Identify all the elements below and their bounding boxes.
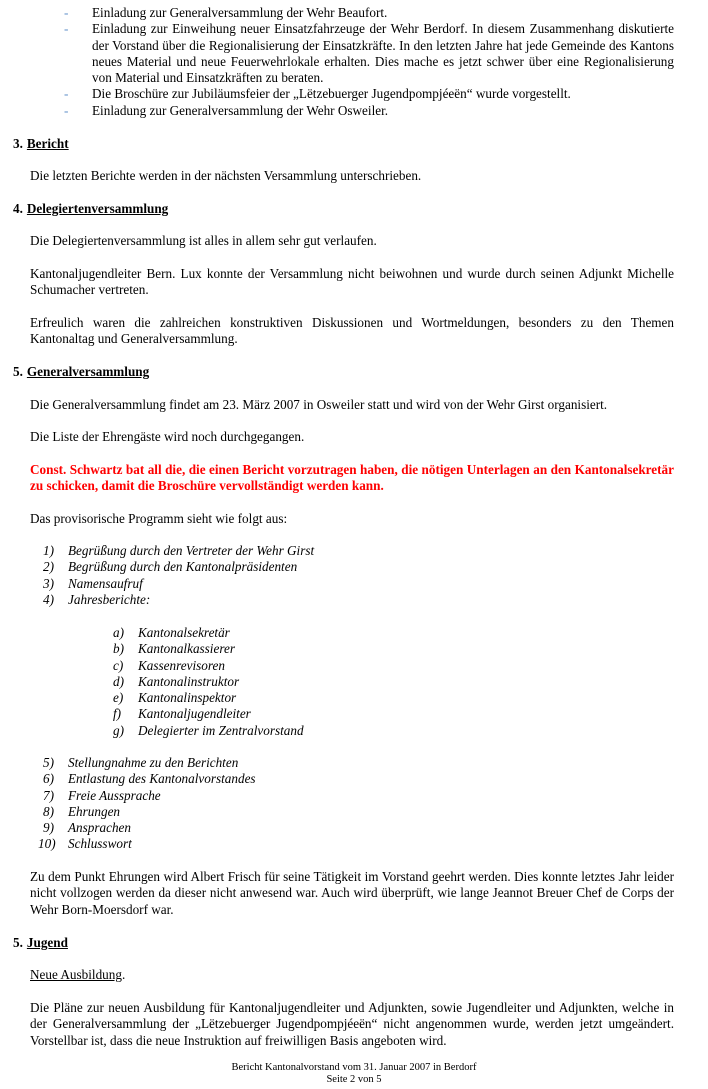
highlighted-notice: Const. Schwartz bat all die, die einen Bericht vorzutragen haben, die nötigen Unterlagen an den Kantonalsekretär zu schicken, damit die Broschüre vervollständigt werden kann. (30, 462, 674, 494)
list-item: 10) Schlusswort (38, 836, 132, 852)
paragraph: Das provisorische Programm sieht wie folgt aus: (30, 511, 288, 526)
list-item: c) Kassenrevisoren (113, 657, 225, 673)
list-item: d) Kantonalinstruktor (113, 673, 240, 689)
list-item: 9) Ansprachen (43, 820, 131, 836)
program-sublist (113, 625, 413, 739)
list-item: - Einladung zur Generalversammlung der Wehr Osweiler. (64, 102, 389, 118)
list-item: 4) Jahresberichte: (43, 591, 151, 607)
footer-report-line: Bericht Kantonalvorstand vom 31. Januar 2007 in Berdorf (231, 1062, 477, 1073)
paragraph: Die Pläne zur neuen Ausbildung für Kantonaljugendleiter und Adjunkten, sowie Jugendleiter und Adjunkten, welche in der Generalversammlung der „Lëtzebuerger Jugendpompjéeën“ nicht angenommen wurde, werden jetzt umgeändert. Vorstellbar ist, dass die neue Instruktion auf freiwilligen Basis angeboten wird. (30, 1000, 674, 1048)
program-list (30, 543, 430, 608)
bullet-dash: - (64, 21, 69, 37)
section-heading-generalversammlung: 5. Generalversammlung (13, 364, 150, 379)
list-item: - Einladung zur Einweihung neuer Einsatzfahrzeuge der Wehr Berdorf. In diesem Zusammenhang diskutierte der Vorstand über die Regionalisierung der Einsatzkräfte. In den letzten Jahre hat jede Gemeinde des Kantons neues Material und neue Feuerwehrlokale erhalten. Dies mache es jetzt schwer über eine Regionalisierung von Material und Einsatzkräften zu beraten. (64, 21, 674, 86)
list-item: 1) Begrüßung durch den Vertreter der Wehr Girst (43, 543, 315, 558)
list-item: b) Kantonalkassierer (113, 641, 235, 657)
program-list-continued (30, 755, 430, 853)
list-item: f) Kantonaljugendleiter (113, 706, 251, 722)
subheading: Neue Ausbildung. (30, 967, 126, 982)
bullet-dash: - (64, 102, 69, 118)
list-item: 2) Begrüßung durch den Kantonalpräsidenten (43, 559, 298, 575)
paragraph: Die Liste der Ehrengäste wird noch durchgegangen. (30, 429, 305, 444)
section-heading-bericht: 3. Bericht (13, 136, 69, 151)
section-heading-jugend: 5. Jugend (13, 935, 68, 950)
page-footer (0, 1062, 708, 1086)
list-item: e) Kantonalinspektor (113, 690, 237, 706)
list-item: 6) Entlastung des Kantonalvorstandes (43, 771, 256, 787)
bullet-dash: - (64, 86, 69, 102)
paragraph: Zu dem Punkt Ehrungen wird Albert Frisch für seine Tätigkeit im Vorstand geehrt werden. Dies konnte letztes Jahr leider nicht vollzogen werden da dieser nicht anwesend war. Auch wird überprüft, wie lange Jeannot Breuer Chef de Corps der Wehr Born-Moersdorf war. (30, 869, 674, 917)
list-item: g) Delegierter im Zentralvorstand (113, 722, 304, 738)
paragraph: Die Generalversammlung findet am 23. März 2007 in Osweiler statt und wird von der Wehr Girst organisiert. (30, 397, 608, 412)
list-item: - Einladung zur Generalversammlung der Wehr Beaufort. (64, 5, 388, 20)
paragraph: Kantonaljugendleiter Bern. Lux konnte der Versammlung nicht beiwohnen und wurde durch seinen Adjunkt Michelle Schumacher vertreten. (30, 266, 674, 298)
section-heading-delegiertenversammlung: 4. Delegiertenversammlung (13, 201, 169, 216)
list-item: - Die Broschüre zur Jubiläumsfeier der „Lëtzebuerger Jugendpompjéeën“ wurde vorgestellt. (64, 86, 571, 102)
list-item: 3) Namensaufruf (43, 575, 143, 591)
list-item: 8) Ehrungen (43, 803, 121, 819)
bullet-dash: - (64, 5, 69, 20)
footer-page-number: Seite 2 von 5 (326, 1074, 382, 1085)
list-item: 7) Freie Aussprache (43, 787, 161, 803)
paragraph: Erfreulich waren die zahlreichen konstruktiven Diskussionen und Wortmeldungen, besonders zu den Themen Kantonaltag und Generalversammlung. (30, 315, 674, 347)
intro-bullet-list (30, 5, 674, 119)
list-item: 5) Stellungnahme zu den Berichten (43, 755, 239, 770)
list-item: a) Kantonalsekretär (113, 625, 230, 640)
bericht-text: Die letzten Berichte werden in der nächsten Versammlung unterschrieben. (30, 168, 422, 183)
paragraph: Die Delegiertenversammlung ist alles in allem sehr gut verlaufen. (30, 233, 377, 248)
